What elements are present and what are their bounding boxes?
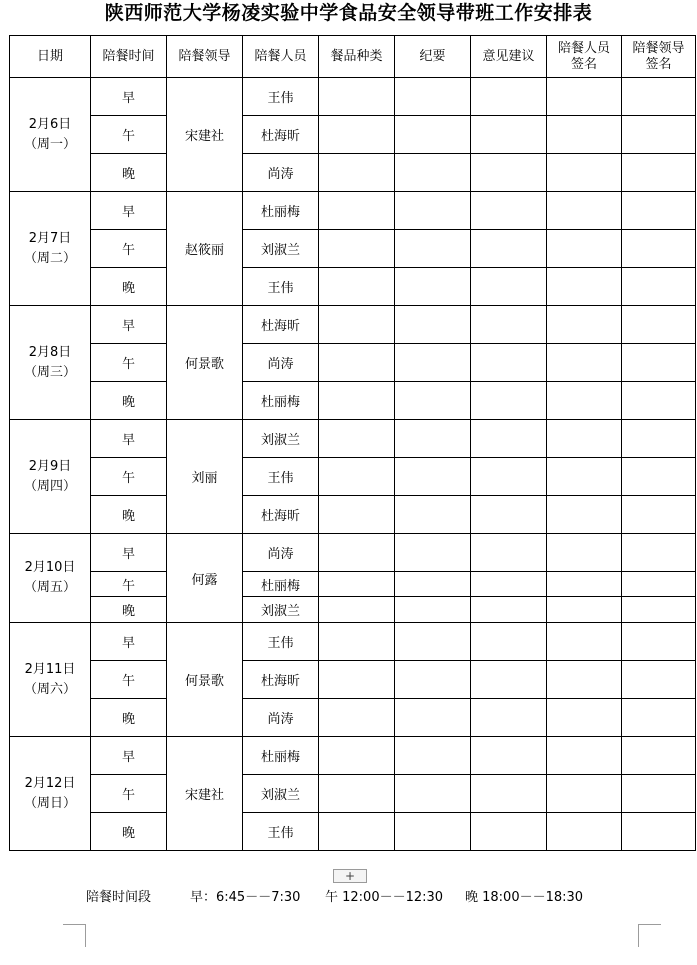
meal-time-cell: 早 — [91, 306, 167, 344]
weekday-label: （周日） — [23, 795, 76, 811]
leader-cell: 何景歌 — [167, 306, 243, 420]
meal-type-cell[interactable] — [319, 192, 395, 230]
meal-type-cell[interactable] — [319, 572, 395, 597]
leader-signature-cell[interactable] — [622, 661, 696, 699]
meal-time-cell: 晚 — [91, 597, 167, 623]
meal-time-cell: 晚 — [91, 699, 167, 737]
staff-cell: 杜海昕 — [243, 496, 319, 534]
notes-cell[interactable] — [395, 813, 471, 851]
suggestions-cell[interactable] — [471, 458, 547, 496]
suggestions-cell[interactable] — [471, 661, 547, 699]
meal-time-cell: 午 — [91, 775, 167, 813]
meal-time-cell: 午 — [91, 344, 167, 382]
leader-signature-cell[interactable] — [622, 154, 696, 192]
leader-signature-cell[interactable] — [622, 192, 696, 230]
leader-signature-cell[interactable] — [622, 230, 696, 268]
meal-type-cell[interactable] — [319, 116, 395, 154]
staff-cell: 王伟 — [243, 813, 319, 851]
staff-signature-cell[interactable] — [547, 268, 622, 306]
notes-cell[interactable] — [395, 268, 471, 306]
meal-type-cell[interactable] — [319, 268, 395, 306]
notes-cell[interactable] — [395, 306, 471, 344]
date-label: 2月11日 — [24, 661, 76, 677]
header-meal-time: 陪餐时间 — [91, 36, 167, 78]
staff-cell: 刘淑兰 — [243, 230, 319, 268]
meal-type-cell[interactable] — [319, 306, 395, 344]
suggestions-cell[interactable] — [471, 78, 547, 116]
table-row — [10, 699, 696, 737]
suggestions-cell[interactable] — [471, 597, 547, 623]
notes-cell[interactable] — [395, 572, 471, 597]
meal-type-cell[interactable] — [319, 534, 395, 572]
date-cell — [10, 192, 91, 306]
suggestions-cell[interactable] — [471, 116, 547, 154]
meal-type-cell[interactable] — [319, 737, 395, 775]
staff-signature-cell[interactable] — [547, 737, 622, 775]
suggestions-cell[interactable] — [471, 230, 547, 268]
staff-signature-cell[interactable] — [547, 458, 622, 496]
staff-cell: 杜丽梅 — [243, 572, 319, 597]
date-cell — [10, 534, 91, 623]
meal-time-cell: 午 — [91, 572, 167, 597]
leader-signature-cell[interactable] — [622, 813, 696, 851]
date-label: 2月10日 — [24, 560, 76, 575]
table-row — [10, 623, 696, 661]
suggestions-cell[interactable] — [471, 775, 547, 813]
page-margin-marker-left — [63, 924, 86, 947]
staff-signature-cell[interactable] — [547, 572, 622, 597]
leader-cell: 赵筱丽 — [167, 192, 243, 306]
staff-signature-cell[interactable] — [547, 116, 622, 154]
leader-signature-cell[interactable] — [622, 775, 696, 813]
meal-time-cell: 晚 — [91, 496, 167, 534]
staff-signature-cell[interactable] — [547, 597, 622, 623]
leader-cell: 宋建社 — [167, 737, 243, 851]
meal-type-cell[interactable] — [319, 344, 395, 382]
leader-cell: 何露 — [167, 534, 243, 623]
meal-time-cell: 晚 — [91, 268, 167, 306]
table-row — [10, 306, 696, 344]
notes-cell[interactable] — [395, 496, 471, 534]
table-row — [10, 268, 696, 306]
weekday-label: （周六） — [23, 681, 76, 697]
weekday-label: （周四） — [23, 478, 76, 494]
date-cell — [10, 78, 91, 192]
suggestions-cell[interactable] — [471, 737, 547, 775]
table-row — [10, 192, 696, 230]
staff-signature-cell[interactable] — [547, 192, 622, 230]
notes-cell[interactable] — [395, 775, 471, 813]
notes-cell[interactable] — [395, 737, 471, 775]
header-row — [10, 36, 696, 78]
staff-signature-cell[interactable] — [547, 154, 622, 192]
leader-signature-cell[interactable] — [622, 458, 696, 496]
weekday-label: （周五） — [23, 580, 76, 595]
meal-type-cell[interactable] — [319, 699, 395, 737]
leader-cell: 何景歌 — [167, 623, 243, 737]
suggestions-cell[interactable] — [471, 623, 547, 661]
table-row — [10, 344, 696, 382]
staff-cell: 杜丽梅 — [243, 192, 319, 230]
leader-signature-cell[interactable] — [622, 78, 696, 116]
notes-cell[interactable] — [395, 699, 471, 737]
meal-time-cell: 晚 — [91, 154, 167, 192]
schedule-table — [9, 35, 696, 851]
meal-type-cell[interactable] — [319, 420, 395, 458]
meal-type-cell[interactable] — [319, 597, 395, 623]
notes-cell[interactable] — [395, 597, 471, 623]
header-leader-signature: 陪餐领导 签名 — [622, 36, 696, 78]
meal-type-cell[interactable] — [319, 154, 395, 192]
footer-dinner-time: 晚 18:00－－18:30 — [465, 890, 584, 905]
leader-signature-cell[interactable] — [622, 737, 696, 775]
staff-signature-cell[interactable] — [547, 623, 622, 661]
staff-cell: 王伟 — [243, 268, 319, 306]
staff-cell: 尚涛 — [243, 534, 319, 572]
suggestions-cell[interactable] — [471, 382, 547, 420]
staff-signature-cell[interactable] — [547, 344, 622, 382]
page-margin-marker-right — [638, 924, 661, 947]
meal-time-cell: 早 — [91, 534, 167, 572]
table-row — [10, 230, 696, 268]
schedule-body — [10, 78, 696, 851]
suggestions-cell[interactable] — [471, 154, 547, 192]
staff-cell: 杜海昕 — [243, 116, 319, 154]
header-staff: 陪餐人员 — [243, 36, 319, 78]
meal-time-cell: 早 — [91, 192, 167, 230]
table-row — [10, 382, 696, 420]
staff-cell: 王伟 — [243, 458, 319, 496]
staff-cell: 尚涛 — [243, 344, 319, 382]
table-row — [10, 661, 696, 699]
date-cell — [10, 623, 91, 737]
notes-cell[interactable] — [395, 78, 471, 116]
leader-cell: 刘丽 — [167, 420, 243, 534]
staff-signature-cell[interactable] — [547, 306, 622, 344]
add-row-button[interactable]: + — [333, 869, 367, 883]
meal-time-cell: 早 — [91, 420, 167, 458]
leader-signature-cell[interactable] — [622, 699, 696, 737]
suggestions-cell[interactable] — [471, 268, 547, 306]
leader-signature-cell[interactable] — [622, 623, 696, 661]
staff-cell: 刘淑兰 — [243, 420, 319, 458]
meal-time-cell: 午 — [91, 458, 167, 496]
notes-cell[interactable] — [395, 420, 471, 458]
meal-type-cell[interactable] — [319, 623, 395, 661]
meal-type-cell[interactable] — [319, 813, 395, 851]
notes-cell[interactable] — [395, 230, 471, 268]
leader-signature-cell[interactable] — [622, 597, 696, 623]
table-row — [10, 154, 696, 192]
header-meal-type: 餐品种类 — [319, 36, 395, 78]
notes-cell[interactable] — [395, 344, 471, 382]
date-label: 2月9日 — [28, 458, 72, 474]
table-row — [10, 534, 696, 572]
meal-time-cell: 午 — [91, 230, 167, 268]
suggestions-cell[interactable] — [471, 306, 547, 344]
table-row — [10, 572, 696, 597]
table-row — [10, 458, 696, 496]
notes-cell[interactable] — [395, 623, 471, 661]
meal-type-cell[interactable] — [319, 78, 395, 116]
staff-signature-cell[interactable] — [547, 420, 622, 458]
staff-cell: 杜丽梅 — [243, 382, 319, 420]
notes-cell[interactable] — [395, 382, 471, 420]
notes-cell[interactable] — [395, 192, 471, 230]
date-cell — [10, 306, 91, 420]
header-notes: 纪要 — [395, 36, 471, 78]
document-title: 陕西师范大学杨凌实验中学食品安全领导带班工作安排表 — [104, 2, 593, 24]
suggestions-cell[interactable] — [471, 496, 547, 534]
leader-signature-cell[interactable] — [622, 382, 696, 420]
staff-cell: 王伟 — [243, 78, 319, 116]
header-date: 日期 — [10, 36, 91, 78]
table-row — [10, 420, 696, 458]
staff-signature-cell[interactable] — [547, 813, 622, 851]
leader-signature-cell[interactable] — [622, 344, 696, 382]
table-row — [10, 78, 696, 116]
date-label: 2月8日 — [28, 344, 72, 360]
weekday-label: （周二） — [23, 250, 76, 266]
table-row — [10, 496, 696, 534]
suggestions-cell[interactable] — [471, 572, 547, 597]
date-label: 2月6日 — [28, 116, 72, 132]
staff-signature-cell[interactable] — [547, 534, 622, 572]
suggestions-cell[interactable] — [471, 192, 547, 230]
meal-time-cell: 早 — [91, 623, 167, 661]
leader-signature-cell[interactable] — [622, 420, 696, 458]
staff-cell: 尚涛 — [243, 699, 319, 737]
date-cell — [10, 737, 91, 851]
staff-signature-cell[interactable] — [547, 382, 622, 420]
leader-signature-cell[interactable] — [622, 496, 696, 534]
notes-cell[interactable] — [395, 661, 471, 699]
meal-type-cell[interactable] — [319, 496, 395, 534]
footer-lunch-time: 午 12:00－－12:30 — [325, 890, 444, 905]
meal-time-cell: 晚 — [91, 813, 167, 851]
suggestions-cell[interactable] — [471, 420, 547, 458]
staff-cell: 杜海昕 — [243, 306, 319, 344]
footer-breakfast-time: 早：6:45－－7:30 — [190, 890, 301, 905]
leader-signature-cell[interactable] — [622, 572, 696, 597]
date-label: 2月7日 — [28, 230, 72, 246]
suggestions-cell[interactable] — [471, 344, 547, 382]
staff-cell: 杜海昕 — [243, 661, 319, 699]
notes-cell[interactable] — [395, 458, 471, 496]
notes-cell[interactable] — [395, 534, 471, 572]
staff-cell: 刘淑兰 — [243, 597, 319, 623]
meal-time-cell: 早 — [91, 78, 167, 116]
footer-label: 陪餐时间段 — [86, 890, 152, 905]
meal-time-cell: 午 — [91, 661, 167, 699]
notes-cell[interactable] — [395, 154, 471, 192]
header-leader: 陪餐领导 — [167, 36, 243, 78]
staff-cell: 刘淑兰 — [243, 775, 319, 813]
meal-type-cell[interactable] — [319, 382, 395, 420]
staff-cell: 尚涛 — [243, 154, 319, 192]
meal-time-cell: 早 — [91, 737, 167, 775]
meal-type-cell[interactable] — [319, 775, 395, 813]
meal-type-cell[interactable] — [319, 230, 395, 268]
leader-cell: 宋建社 — [167, 78, 243, 192]
table-row — [10, 737, 696, 775]
notes-cell[interactable] — [395, 116, 471, 154]
suggestions-cell[interactable] — [471, 534, 547, 572]
leader-signature-cell[interactable] — [622, 116, 696, 154]
date-cell — [10, 420, 91, 534]
staff-signature-cell[interactable] — [547, 775, 622, 813]
weekday-label: （周一） — [23, 136, 76, 152]
date-label: 2月12日 — [24, 775, 76, 791]
table-row — [10, 775, 696, 813]
meal-type-cell[interactable] — [319, 458, 395, 496]
meal-time-cell: 晚 — [91, 382, 167, 420]
staff-cell: 王伟 — [243, 623, 319, 661]
staff-signature-cell[interactable] — [547, 230, 622, 268]
leader-signature-cell[interactable] — [622, 268, 696, 306]
leader-signature-cell[interactable] — [622, 306, 696, 344]
staff-signature-cell[interactable] — [547, 78, 622, 116]
table-row — [10, 597, 696, 623]
table-row — [10, 116, 696, 154]
leader-signature-cell[interactable] — [622, 534, 696, 572]
header-suggestions: 意见建议 — [471, 36, 547, 78]
staff-signature-cell[interactable] — [547, 496, 622, 534]
meal-time-cell: 午 — [91, 116, 167, 154]
suggestions-cell[interactable] — [471, 813, 547, 851]
table-row — [10, 813, 696, 851]
weekday-label: （周三） — [23, 364, 76, 380]
staff-cell: 杜丽梅 — [243, 737, 319, 775]
staff-signature-cell[interactable] — [547, 699, 622, 737]
suggestions-cell[interactable] — [471, 699, 547, 737]
meal-type-cell[interactable] — [319, 661, 395, 699]
header-staff-signature: 陪餐人员 签名 — [547, 36, 622, 78]
staff-signature-cell[interactable] — [547, 661, 622, 699]
